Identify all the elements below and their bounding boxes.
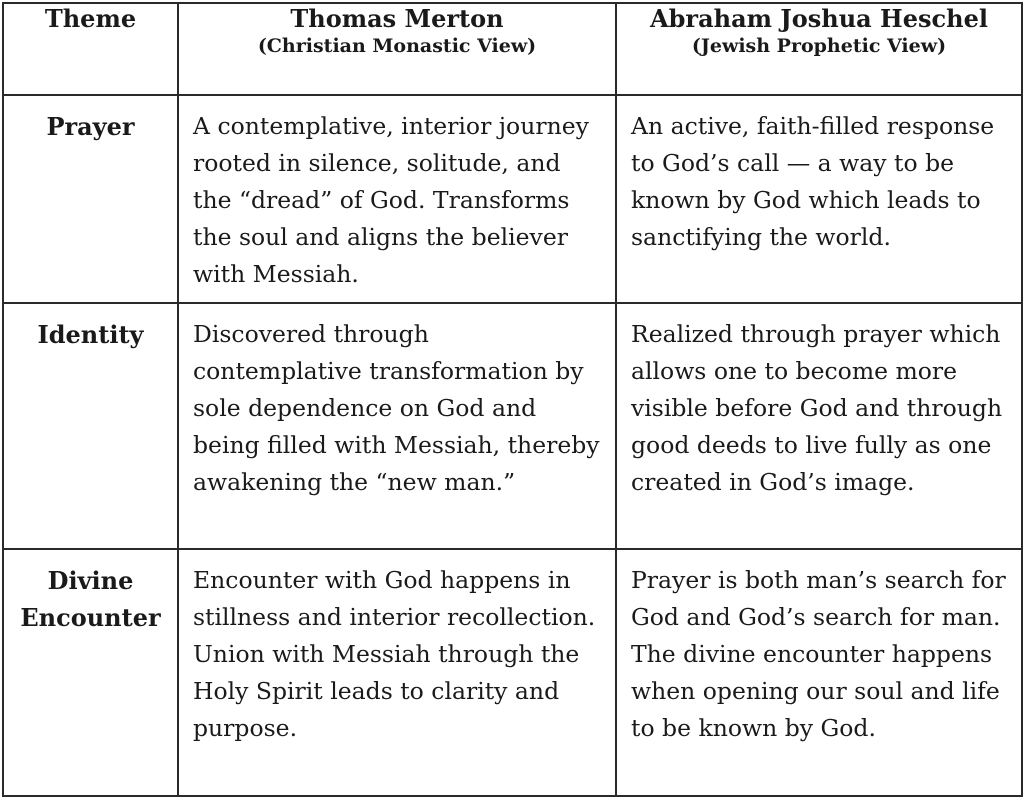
heschel-cell-prayer: An active, faith-filled response to God’s call — a way to be known by God which leads to sanctifying the world. xyxy=(616,95,1022,303)
merton-cell-identity: Discovered through contemplative transformation by sole dependence on God and being filled with Messiah, thereby awakening the “new man.” xyxy=(178,303,616,549)
comparison-table xyxy=(2,2,1023,797)
heschel-cell-identity: Realized through prayer which allows one to become more visible before God and through good deeds to live fully as one created in God’s image. xyxy=(616,303,1022,549)
header-merton-view: (Christian Monastic View) xyxy=(257,35,537,57)
header-theme-label: Theme xyxy=(44,4,137,33)
header-heschel-name: Abraham Joshua Heschel xyxy=(650,4,988,33)
heschel-cell-divine-encounter: Prayer is both man’s search for God and God’s search for man. The divine encounter happens when opening our soul and life to be known by God. xyxy=(616,549,1022,796)
header-merton-name: Thomas Merton xyxy=(290,4,504,33)
header-merton xyxy=(178,3,616,95)
merton-cell-prayer: A contemplative, interior journey rooted in silence, solitude, and the “dread” of God. Transforms the soul and aligns the believer with Messiah. xyxy=(178,95,616,303)
table-row-identity xyxy=(3,303,1022,549)
table-row-divine-encounter xyxy=(3,549,1022,796)
table-row-prayer xyxy=(3,95,1022,303)
merton-cell-divine-encounter: Encounter with God happens in stillness and interior recollection. Union with Messiah through the Holy Spirit leads to clarity and purpose. xyxy=(178,549,616,796)
theme-cell-identity: Identity xyxy=(3,303,178,549)
theme-cell-divine-encounter: Divine Encounter xyxy=(3,549,178,796)
header-heschel-view: (Jewish Prophetic View) xyxy=(691,35,947,57)
theme-cell-prayer: Prayer xyxy=(3,95,178,303)
header-row xyxy=(3,3,1022,95)
header-theme xyxy=(3,3,178,95)
header-heschel xyxy=(616,3,1022,95)
